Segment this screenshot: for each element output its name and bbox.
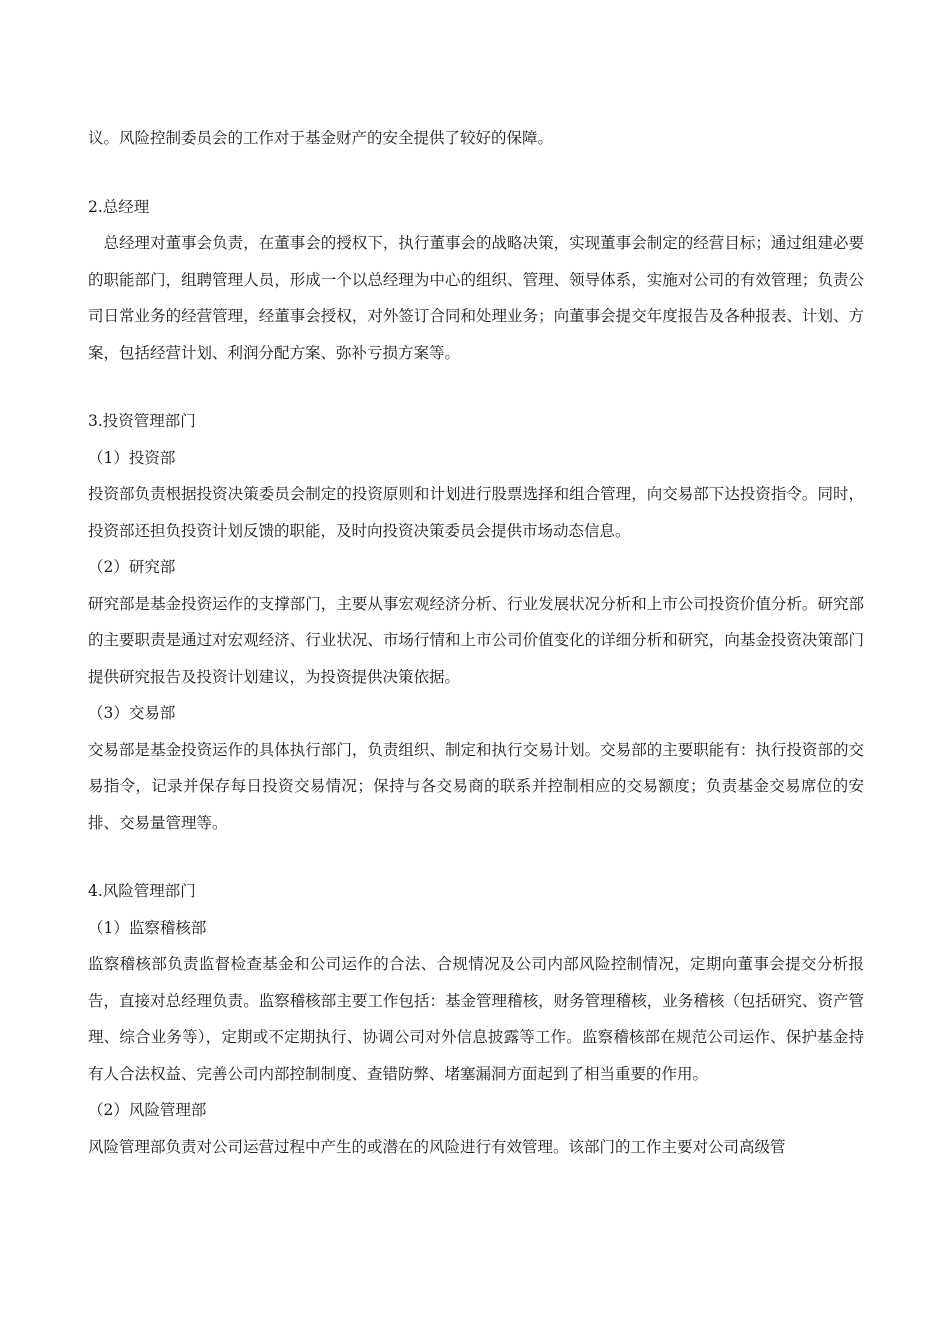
paragraph-trading: 交易部是基金投资运作的具体执行部门，负责组织、制定和执行交易计划。交易部的主要职能有：执行投资部的交易指令，记录并保存每日投资交易情况；保持与各交易商的联系并控制相应的交易额度；负责基金交易席位的安排、交易量管理等。 <box>88 740 864 832</box>
subheading-risk-management: （2）风险管理部 <box>88 1101 207 1119</box>
paragraph-risk-management: 风险管理部负责对公司运营过程中产生的或潜在的风险进行有效管理。该部门的工作主要对公司高级管 <box>88 1137 786 1156</box>
section-heading-risk-dept: 4.风险管理部门 <box>88 882 196 900</box>
subheading-trading: （3）交易部 <box>88 704 176 722</box>
paragraph-general-manager: 总经理对董事会负责，在董事会的授权下，执行董事会的战略决策，实现董事会制定的经营目标；通过组建必要的职能部门，组聘管理人员，形成一个以总经理为中心的组织、管理、领导体系，实施对公司的有效管理；负责公司日常业务的经营管理，经董事会授权，对外签订合同和处理业务；向董事会提交年度报告及各种报表、计划、方案，包括经营计划、利润分配方案、弥补亏损方案等。 <box>88 234 864 362</box>
section-heading-investment-dept: 3.投资管理部门 <box>88 412 196 430</box>
paragraph-research: 研究部是基金投资运作的支撑部门，主要从事宏观经济分析、行业发展状况分析和上市公司投资价值分析。研究部的主要职责是通过对宏观经济、行业状况、市场行情和上市公司价值变化的详细分析和研究，向基金投资决策部门提供研究报告及投资计划建议，为投资提供决策依据。 <box>88 594 864 686</box>
paragraph-audit: 监察稽核部负责监督检查基金和公司运作的合法、合规情况及公司内部风险控制情况，定期向董事会提交分析报告，直接对总经理负责。监察稽核部主要工作包括：基金管理稽核，财务管理稽核，业务稽核（包括研究、资产管理、综合业务等），定期或不定期执行、协调公司对外信息披露等工作。监察稽核部在规范公司运作、保护基金持有人合法权益、完善公司内部控制制度、查错防弊、堵塞漏洞方面起到了相当重要的作用。 <box>88 955 864 1083</box>
paragraph-investment: 投资部负责根据投资决策委员会制定的投资原则和计划进行股票选择和组合管理，向交易部下达投资指令。同时，投资部还担负投资计划反馈的职能，及时向投资决策委员会提供市场动态信息。 <box>88 485 864 540</box>
paragraph-continuation: 议。风险控制委员会的工作对于基金财产的安全提供了较好的保障。 <box>88 129 554 147</box>
section-heading-general-manager: 2.总经理 <box>88 197 150 216</box>
subheading-investment: （1）投资部 <box>88 448 176 467</box>
subheading-research: （2）研究部 <box>88 558 176 576</box>
subheading-audit: （1）监察稽核部 <box>88 918 207 937</box>
